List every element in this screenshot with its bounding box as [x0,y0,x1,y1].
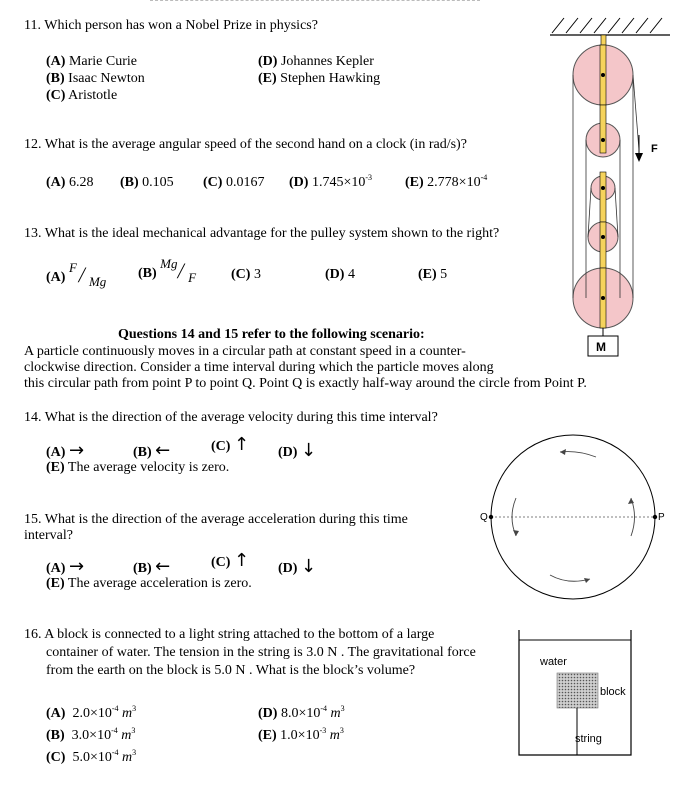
scenario-line-1: A particle continuously moves in a circular path at constant speed in a counter- [24,344,466,359]
q16-option-b: (B) $3.0\times 10^{-4}$ $m^3$ [46,726,136,743]
q15-option-e: (E) The average acceleration is zero. [46,576,252,591]
q11-option-a: (A) Marie Curie [46,54,137,69]
scenario-line-3: this circular path from point P to point Q. Point Q is exactly half-way around the circle from Point P. [24,376,587,391]
q16-option-e: (E) $1.0\times 10^{-3}$ $m^3$ [258,726,344,743]
q13-option-b: (B) Mg / F [138,256,197,285]
q14-option-c: (C) ↑ [211,434,250,455]
q15-text-line-1: 15. What is the direction of the average acceleration during this time [24,512,408,527]
q14-option-e: (E) The average velocity is zero. [46,460,230,475]
mass-label: M [596,340,606,354]
q12-option-d: (D) $1.745\times 10^{-3}$ [289,173,373,190]
q14-option-d: (D) ↓ [278,440,317,461]
string-label: string [575,733,602,745]
force-label: F [651,143,658,155]
bottom-arrow [550,575,590,581]
q11-text: 11. Which person has won a Nobel Prize in physics? [24,18,318,33]
circle-diagram [478,430,678,615]
q-label: Q [480,512,488,523]
q12-text: 12. What is the average angular speed of the second hand on a clock (in rad/s)? [24,137,467,152]
pulley-diagram [540,0,680,362]
block [557,673,598,708]
q15-option-d: (D) ↓ [278,556,317,577]
q14-text: 14. What is the direction of the average velocity during this time interval? [24,410,438,425]
q15-option-b: (B) ← [133,556,171,577]
q16-option-c: (C) $5.0\times 10^{-4}$ $m^3$ [46,748,137,765]
q16-text-line-3: from the earth on the block is 5.0 N . What is the block’s volume? [46,663,416,678]
q16-option-a: (A) $2.0\times 10^{-4}$ $m^3$ [46,704,137,721]
q13-option-d: (D) 4 [325,267,355,282]
q15-option-a: (A) → [46,556,85,577]
q13-text: 13. What is the ideal mechanical advantage for the pulley system shown to the right? [24,226,500,241]
scenario-heading: Questions 14 and 15 refer to the following scenario: [118,327,425,342]
q11-option-c: (C) Aristotle [46,88,118,103]
q15-option-c: (C) ↑ [211,550,250,571]
top-page-edge [150,0,480,3]
q13-option-e: (E) 5 [418,267,448,282]
q12-option-e: (E) $2.778\times 10^{-4}$ [405,173,488,190]
q13-option-c: (C) 3 [231,267,261,282]
q16-option-d: (D) $8.0\times 10^{-4}$ $m^3$ [258,704,345,721]
q11-option-d: (D) Johannes Kepler [258,54,374,69]
q14-option-b: (B) ← [133,440,171,461]
q12-option-c: (C) 0.0167 [203,175,265,190]
q16-text-line-2: container of water. The tension in the string is 3.0 N . The gravitational force [46,645,476,660]
q12-option-b: (B) 0.105 [120,175,174,190]
block-label: block [600,686,626,698]
q15-text-line-2: interval? [24,528,73,543]
q16-text-line-1: 16. A block is connected to a light string attached to the bottom of a large [24,627,435,642]
q12-option-a: (A) 6.28 [46,175,94,190]
q13-option-a: (A) F / Mg [46,260,107,289]
scenario-line-2: clockwise direction. Consider a time interval during which the particle moves along [24,360,494,375]
tank-diagram [516,628,636,758]
q11-option-e: (E) Stephen Hawking [258,71,381,86]
q11-option-b: (B) Isaac Newton [46,71,145,86]
water-label: water [540,656,567,668]
p-label: P [658,512,665,523]
q14-option-a: (A) → [46,440,85,461]
